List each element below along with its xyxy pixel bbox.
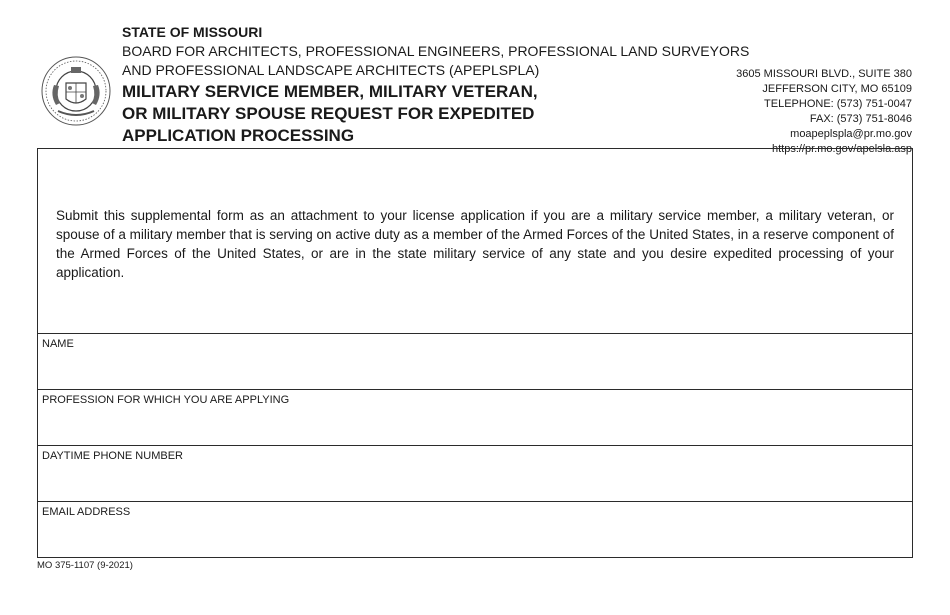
- form-box: [37, 148, 913, 558]
- name-field[interactable]: [38, 334, 912, 390]
- state-heading: STATE OF MISSOURI: [122, 24, 263, 40]
- form-number: MO 375-1107 (9-2021): [37, 560, 133, 571]
- email-input[interactable]: [42, 522, 908, 554]
- contact-address: 3605 MISSOURI BLVD., SUITE 380: [736, 68, 912, 80]
- phone-field[interactable]: [38, 446, 912, 502]
- email-label: EMAIL ADDRESS: [42, 506, 131, 518]
- form-title-line: MILITARY SERVICE MEMBER, MILITARY VETERAN,: [122, 82, 538, 101]
- missouri-state-seal-icon: [40, 55, 112, 127]
- contact-email: moapeplspla@pr.mo.gov: [790, 128, 912, 140]
- contact-block: [736, 67, 912, 157]
- contact-fax: FAX: (573) 751-8046: [809, 113, 912, 125]
- contact-city: JEFFERSON CITY, MO 65109: [762, 83, 912, 95]
- phone-input[interactable]: [42, 466, 908, 497]
- form-title-line: APPLICATION PROCESSING: [122, 126, 355, 145]
- form-title-line: OR MILITARY SPOUSE REQUEST FOR EXPEDITED: [122, 104, 535, 123]
- name-label: NAME: [42, 338, 74, 350]
- phone-label: DAYTIME PHONE NUMBER: [42, 450, 183, 462]
- board-name: [122, 42, 749, 80]
- profession-input[interactable]: [42, 410, 908, 441]
- name-input[interactable]: [42, 354, 908, 385]
- contact-website: https://pr.mo.gov/apelsla.asp: [771, 143, 912, 155]
- board-name-line: BOARD FOR ARCHITECTS, PROFESSIONAL ENGINEERS, PROFESSIONAL LAND SURVEYORS: [122, 43, 750, 59]
- board-name-line: AND PROFESSIONAL LANDSCAPE ARCHITECTS (APEPLSPLA): [122, 62, 540, 78]
- instructions-text: Submit this supplemental form as an attachment to your license application if you are a military service member, a military veteran, or spouse of a military member that is serving on active duty as a member of the Armed Forces of the United States, in a reserve component of the Armed Forces of the United States, or are in the state military service of any state and you desire expedited processing of your application.: [38, 149, 912, 334]
- email-field[interactable]: [38, 502, 912, 558]
- contact-telephone: TELEPHONE: (573) 751-0047: [764, 98, 912, 110]
- form-title: [122, 81, 538, 147]
- profession-field[interactable]: [38, 390, 912, 446]
- profession-label: PROFESSION FOR WHICH YOU ARE APPLYING: [42, 394, 290, 406]
